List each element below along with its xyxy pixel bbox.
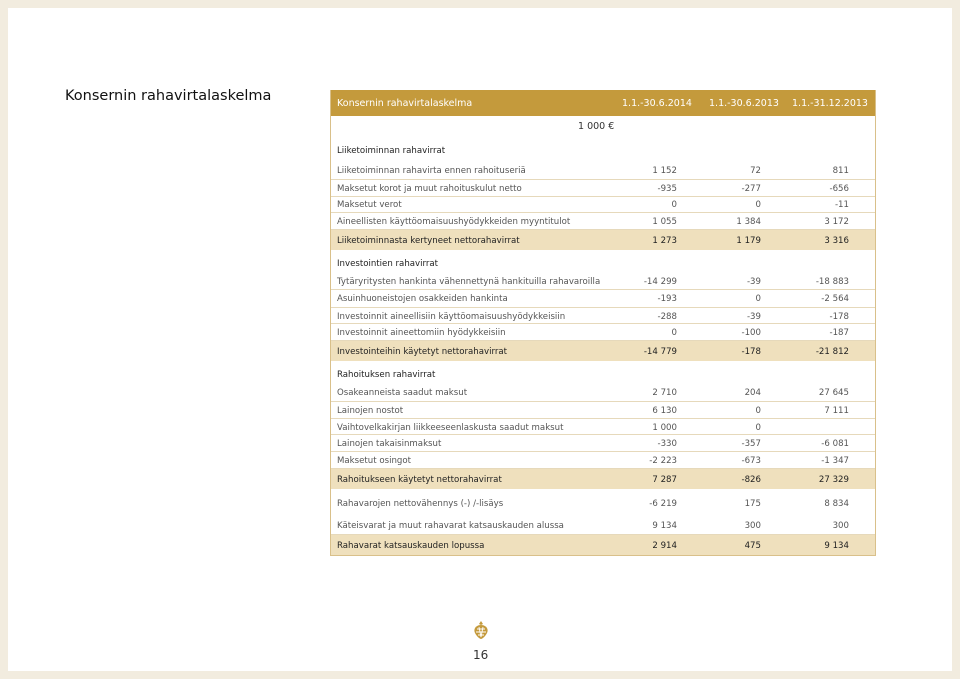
row-value-col1: -14 779 [643,347,677,357]
table-row [331,384,875,402]
row-value-col2: -100 [741,328,761,338]
total-row [331,341,875,361]
row-label: Investoinnit aineellisiin käyttöomaisuushyödykkeisiin [337,312,566,322]
row-value-col3: 7 111 [824,406,849,416]
row-label: Tytäryritysten hankinta vähennettynä hankituilla rahavaroilla [337,277,601,287]
row-value-col1: -2 223 [649,456,677,466]
row-label: Investointien rahavirrat [337,259,439,269]
row-label: Maksetut osingot [337,456,411,466]
row-value-col1: -935 [657,184,677,194]
row-label: Rahavarat katsauskauden lopussa [337,541,485,551]
header-label: Konsernin rahavirtalaskelma [337,98,473,109]
row-value-col3: -2 564 [821,294,849,304]
row-value-col3: -1 347 [821,456,849,466]
row-value-col1: 1 273 [652,236,677,246]
row-value-col3: -656 [829,184,849,194]
report-page [8,8,952,671]
table-row [331,197,875,213]
row-label: Liiketoiminnan rahavirta ennen rahoituseriä [337,166,526,176]
row-value-col1: 1 152 [652,166,677,176]
row-value-col3: 9 134 [824,541,849,551]
row-value-col2: 0 [755,406,761,416]
table-row [331,452,875,469]
row-value-col3: 300 [832,521,849,531]
row-value-col1: -6 219 [649,499,677,509]
row-value-col1: 2 710 [652,388,677,398]
row-label: Käteisvarat ja muut rahavarat katsauskauden alussa [337,521,564,531]
row-value-col1: 0 [671,200,677,210]
row-label: Vaihtovelkakirjan liikkeeseenlaskusta saadut maksut [337,423,564,433]
row-value-col2: 204 [744,388,761,398]
pinecone-logo-icon [470,620,492,640]
row-label: Investoinnit aineettomiin hyödykkeisiin [337,328,506,338]
page-number: 16 [473,648,489,662]
row-value-col1: 1 000 [652,423,677,433]
row-label: Maksetut korot ja muut rahoituskulut netto [337,184,522,194]
row-value-col1: 6 130 [652,406,677,416]
row-value-col2: -826 [741,475,761,485]
row-value-col3: -178 [829,312,849,322]
unit-label: 1 000 € [578,121,615,132]
row-label: Investointeihin käytetyt nettorahavirrat [337,347,508,357]
column-header-h1-2013: 1.1.-30.6.2013 [709,98,779,109]
row-value-col2: -357 [741,439,761,449]
table-row [331,324,875,341]
row-value-col3: -187 [829,328,849,338]
row-value-col2: 0 [755,200,761,210]
row-value-col1: 1 055 [652,217,677,227]
row-label: Liiketoiminnasta kertyneet nettorahavirrat [337,236,520,246]
section-header-row [331,140,875,162]
table-row [331,290,875,308]
row-label: Asuinhuoneistojen osakkeiden hankinta [337,294,508,304]
row-value-col2: 0 [755,423,761,433]
row-value-col3: -18 883 [815,277,849,287]
row-value-col3: 27 329 [818,475,849,485]
row-value-col1: -193 [657,294,677,304]
table-row [331,273,875,290]
row-value-col2: 175 [744,499,761,509]
table-header [331,90,875,116]
column-header-h1-2014: 1.1.-30.6.2014 [622,98,692,109]
row-value-col3: 811 [832,166,849,176]
row-value-col2: -277 [741,184,761,194]
row-label: Rahoitukseen käytetyt nettorahavirrat [337,475,502,485]
total-row [331,535,875,555]
row-value-col3: 8 834 [824,499,849,509]
table-row [331,308,875,324]
section-header-row [331,361,875,384]
row-value-col1: 2 914 [652,541,677,551]
row-value-col2: 300 [744,521,761,531]
total-row [331,469,875,489]
row-label: Lainojen takaisinmaksut [337,439,442,449]
row-label: Maksetut verot [337,200,402,210]
row-value-col2: 1 384 [736,217,761,227]
row-value-col1: -14 299 [643,277,677,287]
row-value-col1: 9 134 [652,521,677,531]
row-value-col2: -673 [741,456,761,466]
row-label: Rahoituksen rahavirrat [337,370,436,380]
page-title: Konsernin rahavirtalaskelma [65,88,272,104]
table-row [331,402,875,419]
row-value-col3: -6 081 [821,439,849,449]
row-value-col3: -21 812 [815,347,849,357]
table-row [331,180,875,197]
total-row [331,230,875,250]
row-label: Liiketoiminnan rahavirrat [337,146,446,156]
row-value-col2: 0 [755,294,761,304]
unit-row [331,116,875,140]
row-value-col3: 3 316 [824,236,849,246]
row-value-col2: 72 [750,166,761,176]
row-value-col3: 27 645 [818,388,849,398]
row-value-col1: 0 [671,328,677,338]
row-value-col1: -288 [657,312,677,322]
row-label: Lainojen nostot [337,406,404,416]
row-value-col2: 1 179 [736,236,761,246]
row-value-col2: 475 [744,541,761,551]
row-value-col3: 3 172 [824,217,849,227]
table-body [331,140,875,555]
table-row [331,515,875,535]
table-row [331,213,875,230]
table-row [331,435,875,452]
row-label: Aineellisten käyttöomaisuushyödykkeiden myyntitulot [337,217,571,227]
row-value-col1: 7 287 [652,475,677,485]
table-row [331,162,875,180]
cash-flow-table [330,90,876,556]
column-header-fy-2013: 1.1.-31.12.2013 [792,98,868,109]
row-value-col1: -330 [657,439,677,449]
row-value-col2: -178 [741,347,761,357]
table-row [331,419,875,435]
row-value-col2: -39 [746,312,761,322]
section-header-row [331,250,875,273]
row-value-col3: -11 [834,200,849,210]
row-label: Osakeanneista saadut maksut [337,388,468,398]
row-value-col2: -39 [746,277,761,287]
table-row [331,489,875,515]
row-label: Rahavarojen nettovähennys (-) /-lisäys [337,499,504,509]
